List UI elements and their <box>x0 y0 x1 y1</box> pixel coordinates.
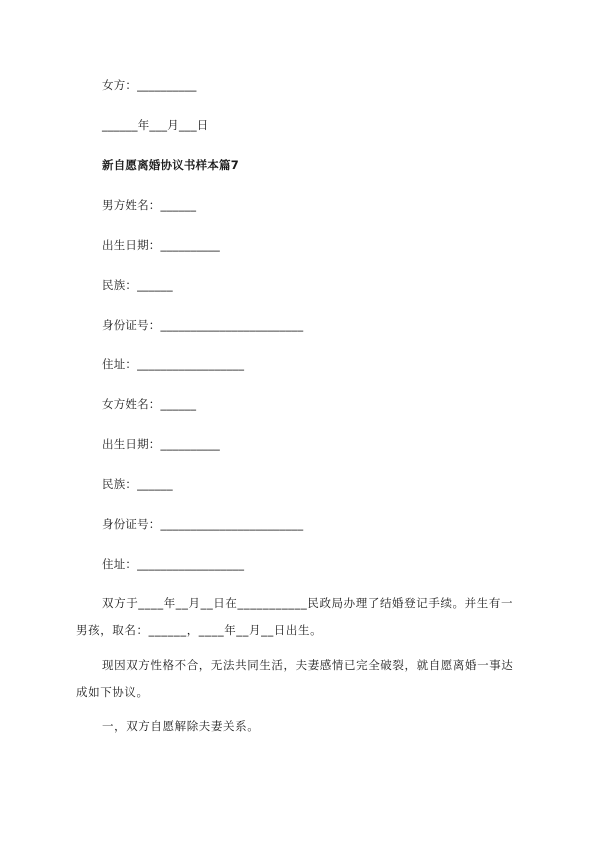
male-ethnicity-field: 民族：______ <box>102 278 173 292</box>
date-line: ______年___月___日 <box>102 118 209 132</box>
male-name-field: 男方姓名：______ <box>102 198 197 212</box>
male-id-number-field: 身份证号：________________________ <box>102 318 304 332</box>
female-signature-line: 女方：__________ <box>102 78 197 92</box>
female-id-number-field: 身份证号：________________________ <box>102 517 304 531</box>
clause-one-paragraph: 一，双方自愿解除夫妻关系。 <box>102 719 260 733</box>
male-birth-date-field: 出生日期：__________ <box>102 238 220 252</box>
female-ethnicity-field: 民族：______ <box>102 477 173 491</box>
section-heading: 新自愿离婚协议书样本篇7 <box>102 158 239 172</box>
female-name-field: 女方姓名：______ <box>102 397 197 411</box>
female-birth-date-field: 出生日期：__________ <box>102 437 220 451</box>
male-address-field: 住址：__________________ <box>102 357 245 371</box>
divorce-reason-paragraph: 现因双方性格不合，无法共同生活，夫妻感情已完全破裂，就自愿离婚一事达成如下协议。 <box>76 658 514 699</box>
marriage-registration-paragraph: 双方于____年__月__日在___________民政局办理了结婚登记手续。并生有一男孩，取名：______，____年__月__日出生。 <box>76 596 514 637</box>
female-address-field: 住址：__________________ <box>102 557 245 571</box>
